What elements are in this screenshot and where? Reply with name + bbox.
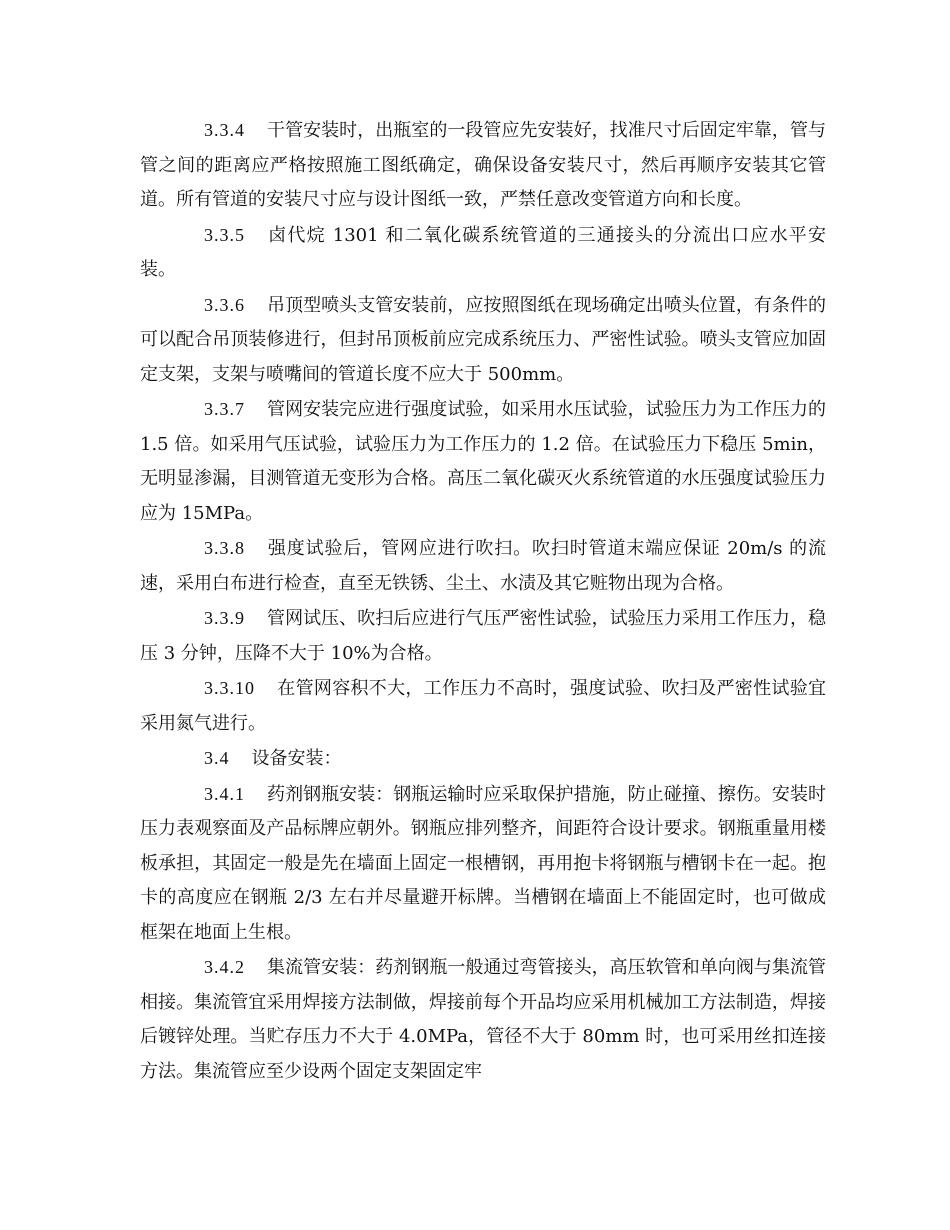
paragraph-text: 管网安装完应进行强度试验，如采用水压试验，试验压力为工作压力的 1.5 倍。如采用气压试验，试验压力为工作压力的 1.2 倍。在试验压力下稳压 5min，无明显渗漏，目测管道无变形为合格。高压二氧化碳灭火系统管道的水压强度试验压力应为 15MPa。 [140,399,826,524]
section-number: 3.4.2 [204,957,245,977]
paragraph-3-3-5 [140,218,826,288]
paragraph-text: 管网试压、吹扫后应进行气压严密性试验，试验压力采用工作压力，稳压 3 分钟，压降不大于 10%为合格。 [140,608,826,664]
section-number: 3.3.7 [204,399,245,419]
paragraph-3-3-6 [140,288,826,393]
paragraph-text: 集流管安装：药剂钢瓶一般通过弯管接头，高压软管和单向阀与集流管相接。集流管宜采用焊接方法制做，焊接前每个开品均应采用机械加工方法制造，焊接后镀锌处理。当贮存压力不大于 4.0MPa，管径不大于 80mm 时，也可采用丝扣连接方法。集流管应至少设两个固定支架固定牢 [140,957,826,1082]
section-number: 3.3.9 [204,608,245,628]
section-number: 3.3.8 [204,538,245,558]
paragraph-3-3-10 [140,671,826,741]
section-number: 3.3.10 [204,678,255,698]
paragraph-3-3-9 [140,601,826,671]
section-number: 3.4.1 [204,783,245,804]
paragraph-text: 卤代烷 1301 和二氧化碳系统管道的三通接头的分流出口应水平安装。 [140,224,826,280]
paragraph-text: 药剂钢瓶安装：钢瓶运输时应采取保护措施，防止碰撞、擦伤。安装时压力表观察面及产品标牌应朝外。钢瓶应排列整齐，间距符合设计要求。钢瓶重量用楼板承担，其固定一般是先在墙面上固定一根槽钢，再用抱卡将钢瓶与槽钢卡在一起。抱卡的高度应在钢瓶 2/3 左右并尽量避开标牌。当槽钢在墙面上不能固定时，也可做成框架在地面上生根。 [140,783,826,943]
document-body [140,113,826,1089]
section-number: 3.3.4 [204,120,245,140]
paragraph-3-3-4 [140,113,826,218]
section-number: 3.3.6 [204,294,245,315]
paragraph-3-3-8 [140,531,826,601]
section-number: 3.4 [204,748,230,768]
section-number: 3.3.5 [204,224,245,245]
paragraph-3-4-1 [140,777,826,951]
paragraph-text: 干管安装时，出瓶室的一段管应先安装好，找准尺寸后固定牢靠，管与管之间的距离应严格按照施工图纸确定，确保设备安装尺寸，然后再顺序安装其它管道。所有管道的安装尺寸应与设计图纸一致，严禁任意改变管道方向和长度。 [140,120,826,210]
paragraph-3-4-2 [140,950,826,1089]
paragraph-text: 强度试验后，管网应进行吹扫。吹扫时管道末端应保证 20m/s 的流速，采用白布进行检查，直至无铁锈、尘土、水渍及其它赃物出现为合格。 [140,538,826,594]
paragraph-text: 在管网容积不大，工作压力不高时，强度试验、吹扫及严密性试验宜采用氮气进行。 [140,678,826,734]
paragraph-text: 吊顶型喷头支管安装前，应按照图纸在现场确定出喷头位置，有条件的可以配合吊顶装修进行，但封吊顶板前应完成系统压力、严密性试验。喷头支管应加固定支架，支架与喷嘴间的管道长度不应大于 500mm。 [140,294,826,385]
section-heading-text: 设备安装： [251,748,342,769]
section-heading-3-4 [140,741,826,777]
paragraph-3-3-7 [140,392,826,531]
